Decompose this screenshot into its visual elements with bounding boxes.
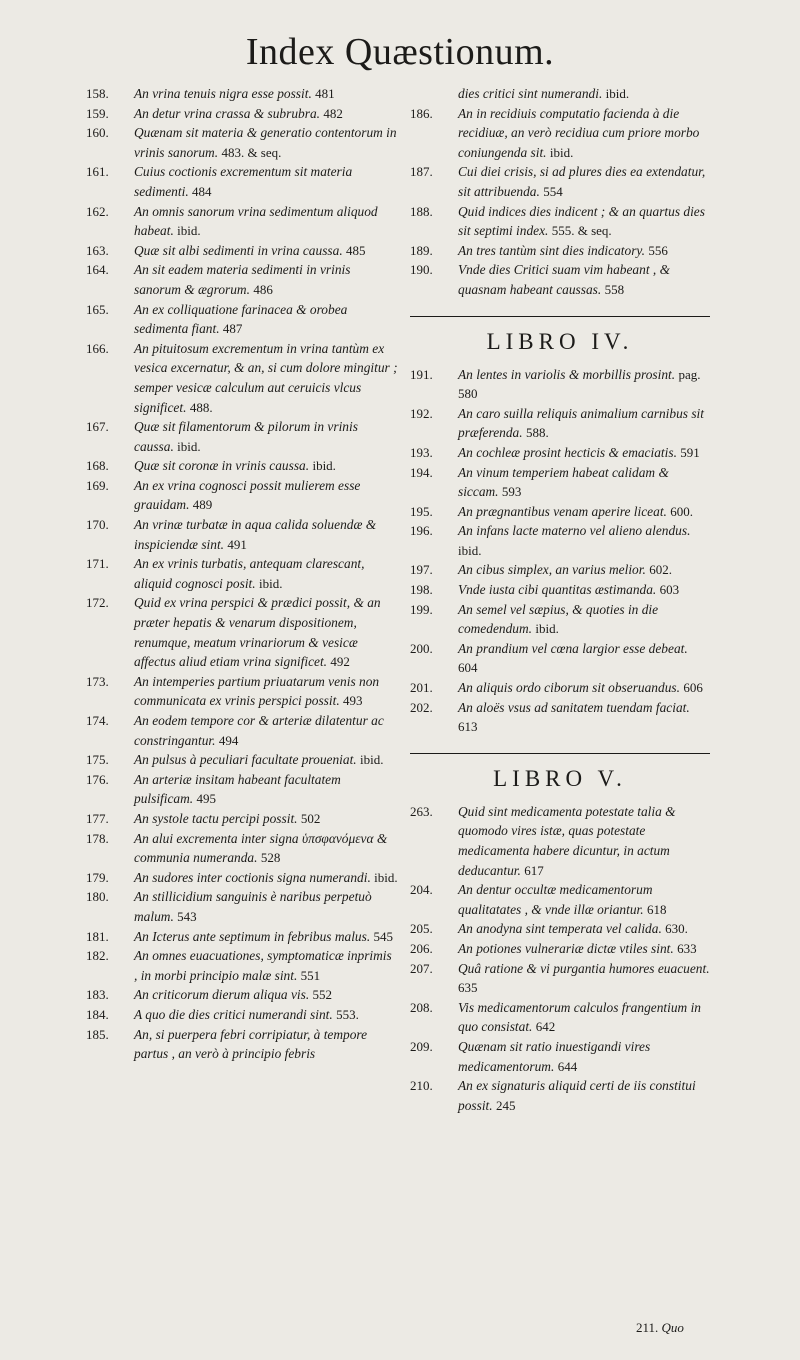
index-entry xyxy=(86,241,398,261)
entry-page-ref: 600. xyxy=(670,503,693,519)
entry-text: Quænam sit materia & generatio contentorum in vrinis sanorum. xyxy=(134,125,397,160)
entry-number: 165. xyxy=(86,301,109,317)
index-entry xyxy=(410,365,710,404)
index-entry xyxy=(86,456,398,476)
index-entry xyxy=(86,554,398,593)
entry-page-ref: pag. 580 xyxy=(458,366,701,402)
entry-page-ref: 554 xyxy=(543,183,563,199)
entry-number: 172. xyxy=(86,595,109,611)
entry-page-ref: 552 xyxy=(312,987,333,1003)
entry-number: 180. xyxy=(86,889,109,905)
entry-text: An eodem tempore cor & arteriæ dilatentur ac constringantur. xyxy=(134,713,384,748)
index-entry xyxy=(410,560,710,580)
index-entry xyxy=(86,1025,398,1064)
index-entry xyxy=(410,104,710,163)
index-entry xyxy=(410,639,710,678)
entry-number: 163. xyxy=(86,242,109,258)
entry-page-ref: 545 xyxy=(373,928,394,944)
libro-iv-list xyxy=(410,365,710,737)
entry-text: An in recidiuis computatio facienda à die recidiuæ, an verò recidiua cum priore morbo coniungenda sit. xyxy=(458,105,700,160)
entry-page-ref: 551 xyxy=(300,967,321,983)
index-entry xyxy=(86,927,398,947)
page-title: Index Quæstionum. xyxy=(245,31,555,73)
entry-number: 177. xyxy=(86,810,109,826)
entry-number: 185. xyxy=(86,1026,109,1042)
index-entry xyxy=(86,260,398,299)
index-entry xyxy=(86,711,398,750)
entry-page-ref: 491 xyxy=(227,536,247,552)
entry-text: Quæ sit filamentorum & pilorum in vrinis caussa. xyxy=(134,419,358,454)
entry-page-ref: 602. xyxy=(649,562,672,578)
entry-page-ref: ibid. xyxy=(177,438,201,454)
index-entry xyxy=(86,809,398,829)
entry-page-ref: 642 xyxy=(535,1019,556,1035)
entry-number: 174. xyxy=(86,713,109,728)
entry-number: 158. xyxy=(86,86,109,101)
entry-number: 171. xyxy=(86,556,109,572)
entry-text: An aloës vsus ad sanitatem tuendam faciat. xyxy=(458,699,690,715)
entry-page-ref: 528 xyxy=(260,850,281,866)
entry-number: 176. xyxy=(86,771,109,787)
entry-page-ref: 613 xyxy=(458,719,478,735)
entry-page-ref: 481 xyxy=(315,86,335,101)
entry-text: An, si puerpera febri corripiatur, à tempore partus , an verò à principio febris xyxy=(134,1026,368,1062)
entry-number: 183. xyxy=(86,987,109,1003)
entry-page-ref: ibid. xyxy=(374,869,398,885)
entry-text: An ex vrinis turbatis, antequam clarescant, aliquid cognosci posit. xyxy=(134,556,365,591)
entry-number: 159. xyxy=(86,105,109,121)
entry-page-ref: 558 xyxy=(604,281,625,297)
index-entry xyxy=(410,802,710,880)
entry-number: 199. xyxy=(410,601,433,617)
entry-text: An ex colliquatione farinacea & orobea sedimenta fiant. xyxy=(134,301,348,337)
index-entry xyxy=(410,463,710,502)
index-entry xyxy=(86,104,398,124)
entry-text: Quâ ratione & vi purgantia humores euacuent. xyxy=(458,960,710,976)
entry-text: An ex vrina cognosci possit mulierem esse grauidam. xyxy=(134,477,361,513)
index-entry xyxy=(86,593,398,671)
entry-page-ref: ibid. xyxy=(535,621,559,637)
index-entry xyxy=(86,887,398,926)
entry-text: An pulsus à peculiari facultate proueniat. xyxy=(134,752,357,768)
libro-v-list xyxy=(410,802,710,1116)
entry-page-ref: 556 xyxy=(648,242,668,258)
entry-number: 200. xyxy=(410,640,433,656)
entry-number: 190. xyxy=(410,262,433,278)
entry-number: 161. xyxy=(86,164,109,180)
entry-text: Cui diei crisis, si ad plures dies ea extendatur, sit attribuenda. xyxy=(458,164,706,199)
entry-number: 175. xyxy=(86,752,109,768)
index-entry xyxy=(86,476,398,515)
entry-number: 178. xyxy=(86,830,109,846)
entry-page-ref: 630. xyxy=(665,921,688,937)
entry-text: An cibus simplex, an varius melior. xyxy=(458,562,646,578)
entry-text: Vnde dies Critici suam vim habeant , & quasnam habeant caussas. xyxy=(458,262,670,297)
entry-number: 208. xyxy=(410,999,433,1015)
entry-page-ref: ibid. xyxy=(177,223,201,239)
right-column xyxy=(410,84,710,1115)
entry-number: 204. xyxy=(410,882,433,898)
entry-text: An vrina tenuis nigra esse possit. xyxy=(134,86,312,101)
entry-page-ref: 494 xyxy=(218,732,239,748)
index-entry xyxy=(410,502,710,522)
catchword xyxy=(636,1320,684,1336)
index-entry xyxy=(86,868,398,888)
entry-text: An lentes in variolis & morbillis prosint. xyxy=(458,366,676,382)
entry-text: An ex signaturis aliquid certi de iis constitui possit. xyxy=(458,1078,696,1113)
entry-text: An vrinæ turbatæ in aqua calida soluendæ & inspiciendæ sint. xyxy=(134,517,377,552)
entry-page-ref: 482 xyxy=(323,105,343,121)
entry-text: An intemperies partium priuatarum venis non communicata ex vrinis perspici possit. xyxy=(134,673,380,709)
index-entry xyxy=(86,946,398,985)
entry-page-ref: 495 xyxy=(196,791,216,807)
index-entry xyxy=(86,829,398,868)
entry-page-ref: 644 xyxy=(557,1058,578,1074)
index-entry xyxy=(410,678,710,698)
entry-number: 195. xyxy=(410,503,433,519)
entry-number: 191. xyxy=(410,366,433,382)
entry-number: 166. xyxy=(86,340,109,356)
entry-number: 168. xyxy=(86,458,109,474)
index-entry xyxy=(86,1005,398,1025)
entry-number: 193. xyxy=(410,444,433,460)
catchword-text: Quo xyxy=(661,1320,684,1335)
entry-page-ref: ibid. xyxy=(360,752,384,768)
entry-number: 188. xyxy=(410,203,433,219)
index-entry xyxy=(86,84,398,104)
index-entry xyxy=(410,84,710,104)
entry-number: 210. xyxy=(410,1078,433,1094)
entry-page-ref: ibid. xyxy=(259,575,283,591)
entry-page-ref: 489 xyxy=(192,497,213,513)
entry-text: Quæ sit albi sedimenti in vrina caussa. xyxy=(134,242,343,258)
entry-page-ref: 488. xyxy=(189,399,213,415)
entry-text: An dentur occultæ medicamentorum qualitatates , & vnde illæ oriantur. xyxy=(458,882,653,917)
entry-page-ref: 492 xyxy=(330,654,350,670)
entry-text: An aliquis ordo ciborum sit obseruandus. xyxy=(458,680,680,696)
index-entry xyxy=(86,417,398,456)
entry-page-ref: 245 xyxy=(495,1097,516,1113)
entry-text: Quid ex vrina perspici & prædici possit, & an præter hepatis & venarum dispositionem, renumque, meatum vrinariorum & vesicæ affectus aliud etiam vrina significet. xyxy=(134,595,381,670)
index-entry xyxy=(86,770,398,809)
entry-text: An Icterus ante septimum in febribus malus. xyxy=(134,928,371,944)
entry-page-ref: 486 xyxy=(253,281,273,297)
entry-page-ref: 555. & seq. xyxy=(551,223,612,239)
index-entry xyxy=(86,339,398,417)
entry-page-ref: ibid. xyxy=(458,542,482,558)
entry-text: An semel vel sæpius, & quoties in die comedendum. xyxy=(458,601,659,637)
index-entry xyxy=(410,939,710,959)
right-top-list xyxy=(410,84,710,300)
entry-number: 169. xyxy=(86,477,109,493)
entry-text: An prandium vel cœna largior esse debeat. xyxy=(458,640,688,656)
entry-text: Quid indices dies indicent ; & an quartus dies sit septimi index. xyxy=(458,203,705,239)
entry-number: 179. xyxy=(86,869,109,885)
entry-text: An systole tactu percipi possit. xyxy=(134,810,298,826)
entry-page-ref: ibid. xyxy=(549,144,574,160)
entry-page-ref: 606 xyxy=(683,680,703,696)
entry-text: An detur vrina crassa & subrubra. xyxy=(134,105,320,121)
index-entry xyxy=(410,202,710,241)
index-entry xyxy=(410,521,710,560)
entry-number: 209. xyxy=(410,1038,433,1054)
entry-page-ref: 588. xyxy=(525,425,549,441)
section-heading-libro-v: LIBRO V. xyxy=(493,765,627,791)
entry-page-ref: 591 xyxy=(680,444,700,460)
entry-text: An pituitosum excrementum in vrina tantùm ex vesica excernatur, & an, si cum dolore mingitur ; semper vesicæ calculum aut ceruicis vlcus significet. xyxy=(134,340,398,415)
index-entry xyxy=(410,698,710,737)
entry-page-ref: 633 xyxy=(677,940,697,956)
entry-text: dies critici sint numerandi. xyxy=(458,86,603,101)
entry-number: 187. xyxy=(410,164,433,180)
entry-text: An criticorum dierum aliqua vis. xyxy=(134,987,310,1003)
entry-number: 198. xyxy=(410,582,433,598)
entry-text: An tres tantùm sint dies indicatory. xyxy=(458,242,645,258)
entry-page-ref: 493 xyxy=(343,693,363,709)
entry-page-ref: 604 xyxy=(458,660,478,676)
index-entry xyxy=(410,443,710,463)
index-entry xyxy=(86,123,398,162)
index-entry xyxy=(410,241,710,261)
index-entry xyxy=(410,600,710,639)
entry-number: 197. xyxy=(410,562,433,578)
entry-number: 184. xyxy=(86,1006,109,1022)
index-entry xyxy=(410,1037,710,1076)
entry-text: An omnis sanorum vrina sedimentum aliquod habeat. xyxy=(134,203,378,239)
entry-number: 192. xyxy=(410,405,433,421)
entry-page-ref: 487 xyxy=(222,321,243,337)
catchword-number: 211. xyxy=(636,1320,659,1335)
entry-page-ref: 553. xyxy=(336,1006,359,1022)
index-entry xyxy=(410,880,710,919)
entry-text: An sudores inter coctionis signa numerandi. xyxy=(134,869,371,885)
left-column xyxy=(86,84,398,1064)
index-entry xyxy=(86,300,398,339)
entry-text: An cochleæ prosint hecticis & emaciatis. xyxy=(458,444,677,460)
entry-text: An potiones vulnerariæ dictæ vtiles sint. xyxy=(458,940,674,956)
index-entry xyxy=(410,919,710,939)
index-entry xyxy=(410,1076,710,1115)
entry-page-ref: 543 xyxy=(177,908,197,924)
entry-number: 205. xyxy=(410,921,433,937)
entry-text: Quæ sit coronæ in vrinis caussa. xyxy=(134,458,310,474)
index-entry xyxy=(410,260,710,299)
entry-text: An omnes euacuationes, symptomaticæ inprimis , in morbi principio malæ sint. xyxy=(134,948,392,983)
entry-number: 201. xyxy=(410,680,433,696)
entry-page-ref: 603 xyxy=(659,582,680,598)
entry-number: 186. xyxy=(410,105,433,121)
index-entry xyxy=(86,672,398,711)
entry-number: 194. xyxy=(410,464,433,480)
entry-number: 160. xyxy=(86,125,109,141)
index-entry xyxy=(86,985,398,1005)
index-entry xyxy=(86,750,398,770)
entry-text: An sit eadem materia sedimenti in vrinis sanorum & ægrorum. xyxy=(134,262,351,297)
index-entry xyxy=(410,580,710,600)
entry-text: An stillicidium sanguinis è naribus perpetuò malum. xyxy=(134,889,372,924)
entry-text: Vnde iusta cibi quantitas æstimanda. xyxy=(458,582,657,598)
entry-page-ref: 483. & seq. xyxy=(221,144,282,160)
entry-page-ref: 593 xyxy=(501,484,522,500)
entry-text: Vis medicamentorum calculos frangentium in quo consistat. xyxy=(458,999,701,1035)
entry-number: 167. xyxy=(86,419,109,435)
entry-page-ref: 502 xyxy=(300,810,321,826)
entry-text: Quænam sit ratio inuestigandi vires medicamentorum. xyxy=(458,1038,651,1074)
entry-page-ref: 484 xyxy=(192,183,212,199)
index-entry xyxy=(410,162,710,201)
entry-page-ref: 485 xyxy=(346,242,366,258)
entry-page-ref: ibid. xyxy=(312,458,336,474)
entry-text: An arteriæ insitam habeant facultatem pulsificam. xyxy=(134,771,341,807)
entry-number: 196. xyxy=(410,523,433,539)
entry-text: An infans lacte materno vel alieno alendus. xyxy=(458,523,691,539)
entry-number: 182. xyxy=(86,948,109,964)
index-entry xyxy=(410,998,710,1037)
entry-text: An prægnantibus venam aperire liceat. xyxy=(458,503,667,519)
entry-number: 189. xyxy=(410,242,433,258)
section-rule xyxy=(410,753,710,754)
index-entry xyxy=(86,162,398,201)
index-entry xyxy=(86,515,398,554)
entry-number: 170. xyxy=(86,517,109,533)
index-entry xyxy=(410,959,710,998)
entry-text: A quo die dies critici numerandi sint. xyxy=(134,1006,333,1022)
entry-number: 162. xyxy=(86,203,109,219)
section-heading-libro-iv: LIBRO IV. xyxy=(486,328,634,354)
entry-number: 164. xyxy=(86,262,109,278)
entry-text: An alui excrementa inter signa ὑπσφανόμενα & communia numeranda. xyxy=(134,830,388,866)
entry-number: 173. xyxy=(86,673,109,689)
entry-page-ref: ibid. xyxy=(605,86,630,101)
entry-number: 202. xyxy=(410,699,433,715)
entry-number: 181. xyxy=(86,928,109,944)
entry-text: An vinum temperiem habeat calidam & siccam. xyxy=(458,464,669,500)
entry-text: Quid sint medicamenta potestate talia & quomodo vires istæ, quas potestate medicamenta habere dicuntur, in actum deducantur. xyxy=(458,803,676,878)
entry-number: 207. xyxy=(410,960,433,976)
entry-number: 263. xyxy=(410,803,433,819)
entry-page-ref: 635 xyxy=(458,980,478,996)
entry-page-ref: 618 xyxy=(646,901,667,917)
section-rule xyxy=(410,316,710,317)
index-entry xyxy=(410,404,710,443)
entry-number: 206. xyxy=(410,940,433,956)
entry-page-ref: 617 xyxy=(524,862,544,878)
entry-text: An caro suilla reliquis animalium carnibus sit præferenda. xyxy=(458,405,704,441)
entry-text: An anodyna sint temperata vel calida. xyxy=(458,921,662,937)
entry-text: Cuius coctionis excrementum sit materia sedimenti. xyxy=(134,164,353,199)
index-entry xyxy=(86,202,398,241)
